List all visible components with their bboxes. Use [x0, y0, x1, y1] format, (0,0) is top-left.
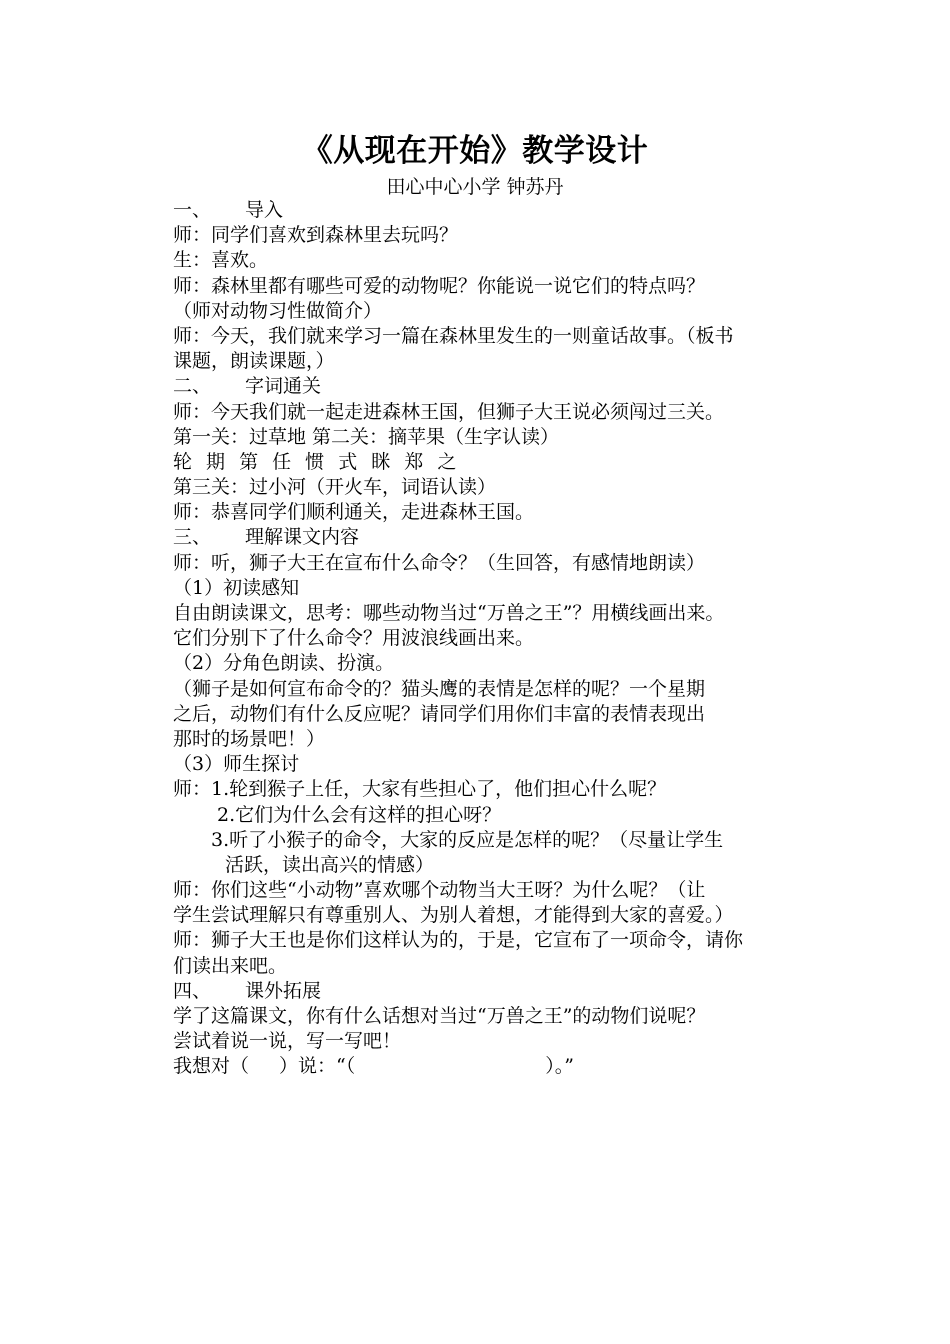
paragraph-line: 师：恭喜同学们顺利通关，走进森林王国。: [173, 501, 535, 524]
section-number: 三、: [173, 526, 212, 549]
paragraph-line: 3.听了小猴子的命令，大家的反应是怎样的呢？（尽量让学生: [211, 828, 724, 851]
paragraph-line: 师：今天，我们就来学习一篇在森林里发生的一则童话故事。（板书: [173, 324, 734, 347]
paragraph-line: 师：听，狮子大王在宣布什么命令？（生回答，有感情地朗读）: [173, 551, 706, 574]
section-title: 导入: [245, 199, 284, 221]
section-number: 四、: [173, 979, 212, 1002]
paragraph-line: 第三关：过小河（开火车，词语认读）: [173, 476, 497, 499]
paragraph-line: 之后，动物们有什么反应呢？请同学们用你们丰富的表情表现出: [173, 702, 706, 725]
paragraph-line: 第一关：过草地 第二关：摘苹果（生字认读）: [173, 425, 560, 448]
paragraph-line: 活跃，读出高兴的情感）: [225, 853, 435, 876]
fill-in-sentence: [173, 1054, 833, 1079]
paragraph-line: （3）师生探讨: [173, 753, 300, 776]
paragraph-line: （1）初读感知: [173, 576, 300, 599]
paragraph-line: （狮子是如何宣布命令的？猫头鹰的表情是怎样的呢？一个星期: [173, 677, 706, 700]
section-heading-vocabulary: [173, 374, 833, 399]
paragraph-line: （师对动物习性做简介）: [173, 299, 383, 322]
paragraph-line: 师：狮子大王也是你们这样认为的，于是，它宣布了一项命令，请你: [173, 929, 744, 952]
paragraph-line: 师：森林里都有哪些可爱的动物呢？你能说一说它们的特点吗？: [173, 274, 706, 297]
paragraph-line: 那时的场景吧！）: [173, 727, 326, 750]
section-heading-comprehension: [173, 525, 833, 550]
character-list: 轮 期 第 任 惯 式 眯 郑 之: [173, 450, 461, 473]
paragraph-line: 们读出来吧。: [173, 954, 288, 977]
section-number: 一、: [173, 199, 212, 221]
section-heading-intro: [173, 198, 833, 223]
section-title: 课外拓展: [245, 979, 322, 1002]
paragraph-line: 学生尝试理解只有尊重别人、为别人着想，才能得到大家的喜爱。）: [173, 904, 734, 927]
fill-text-start: 我想对（: [173, 1055, 250, 1078]
section-heading-extension: [173, 979, 833, 1004]
paragraph-line: 2.它们为什么会有这样的担心呀？: [217, 803, 502, 826]
paragraph-line: 生：喜欢。: [173, 249, 269, 272]
paragraph-line: （2）分角色朗读、扮演。: [173, 652, 395, 675]
paragraph-line: 课题，朗读课题，）: [173, 350, 335, 373]
paragraph-line: 师：同学们喜欢到森林里去玩吗？: [173, 224, 459, 247]
document-title: 《从现在开始》教学设计: [301, 133, 649, 169]
document-body: [173, 198, 833, 1080]
section-title: 理解课文内容: [245, 526, 360, 549]
paragraph-line: 它们分别下了什么命令？用波浪线画出来。: [173, 627, 535, 650]
document-author: 田心中心小学 钟苏丹: [386, 176, 564, 198]
section-number: 二、: [173, 375, 212, 398]
paragraph-line: 自由朗读课文，思考：哪些动物当过“万兽之王”？用横线画出来。: [173, 602, 725, 624]
paragraph-line: 师：你们这些“小动物”喜欢哪个动物当大王呀？为什么呢？（让: [173, 879, 706, 902]
paragraph-line: 师：今天我们就一起走进森林王国，但狮子大王说必须闯过三关。: [173, 400, 725, 423]
fill-text-end: ）。”: [545, 1055, 574, 1078]
paragraph-line: 学了这篇课文，你有什么话想对当过“万兽之王”的动物们说呢？: [173, 1005, 706, 1027]
paragraph-line: 尝试着说一说，写一写吧！: [173, 1030, 402, 1053]
section-title: 字词通关: [245, 375, 322, 398]
fill-text-middle: ）说：“（: [279, 1055, 356, 1078]
paragraph-line: 师：1.轮到猴子上任，大家有些担心了，他们担心什么呢？: [173, 778, 667, 801]
